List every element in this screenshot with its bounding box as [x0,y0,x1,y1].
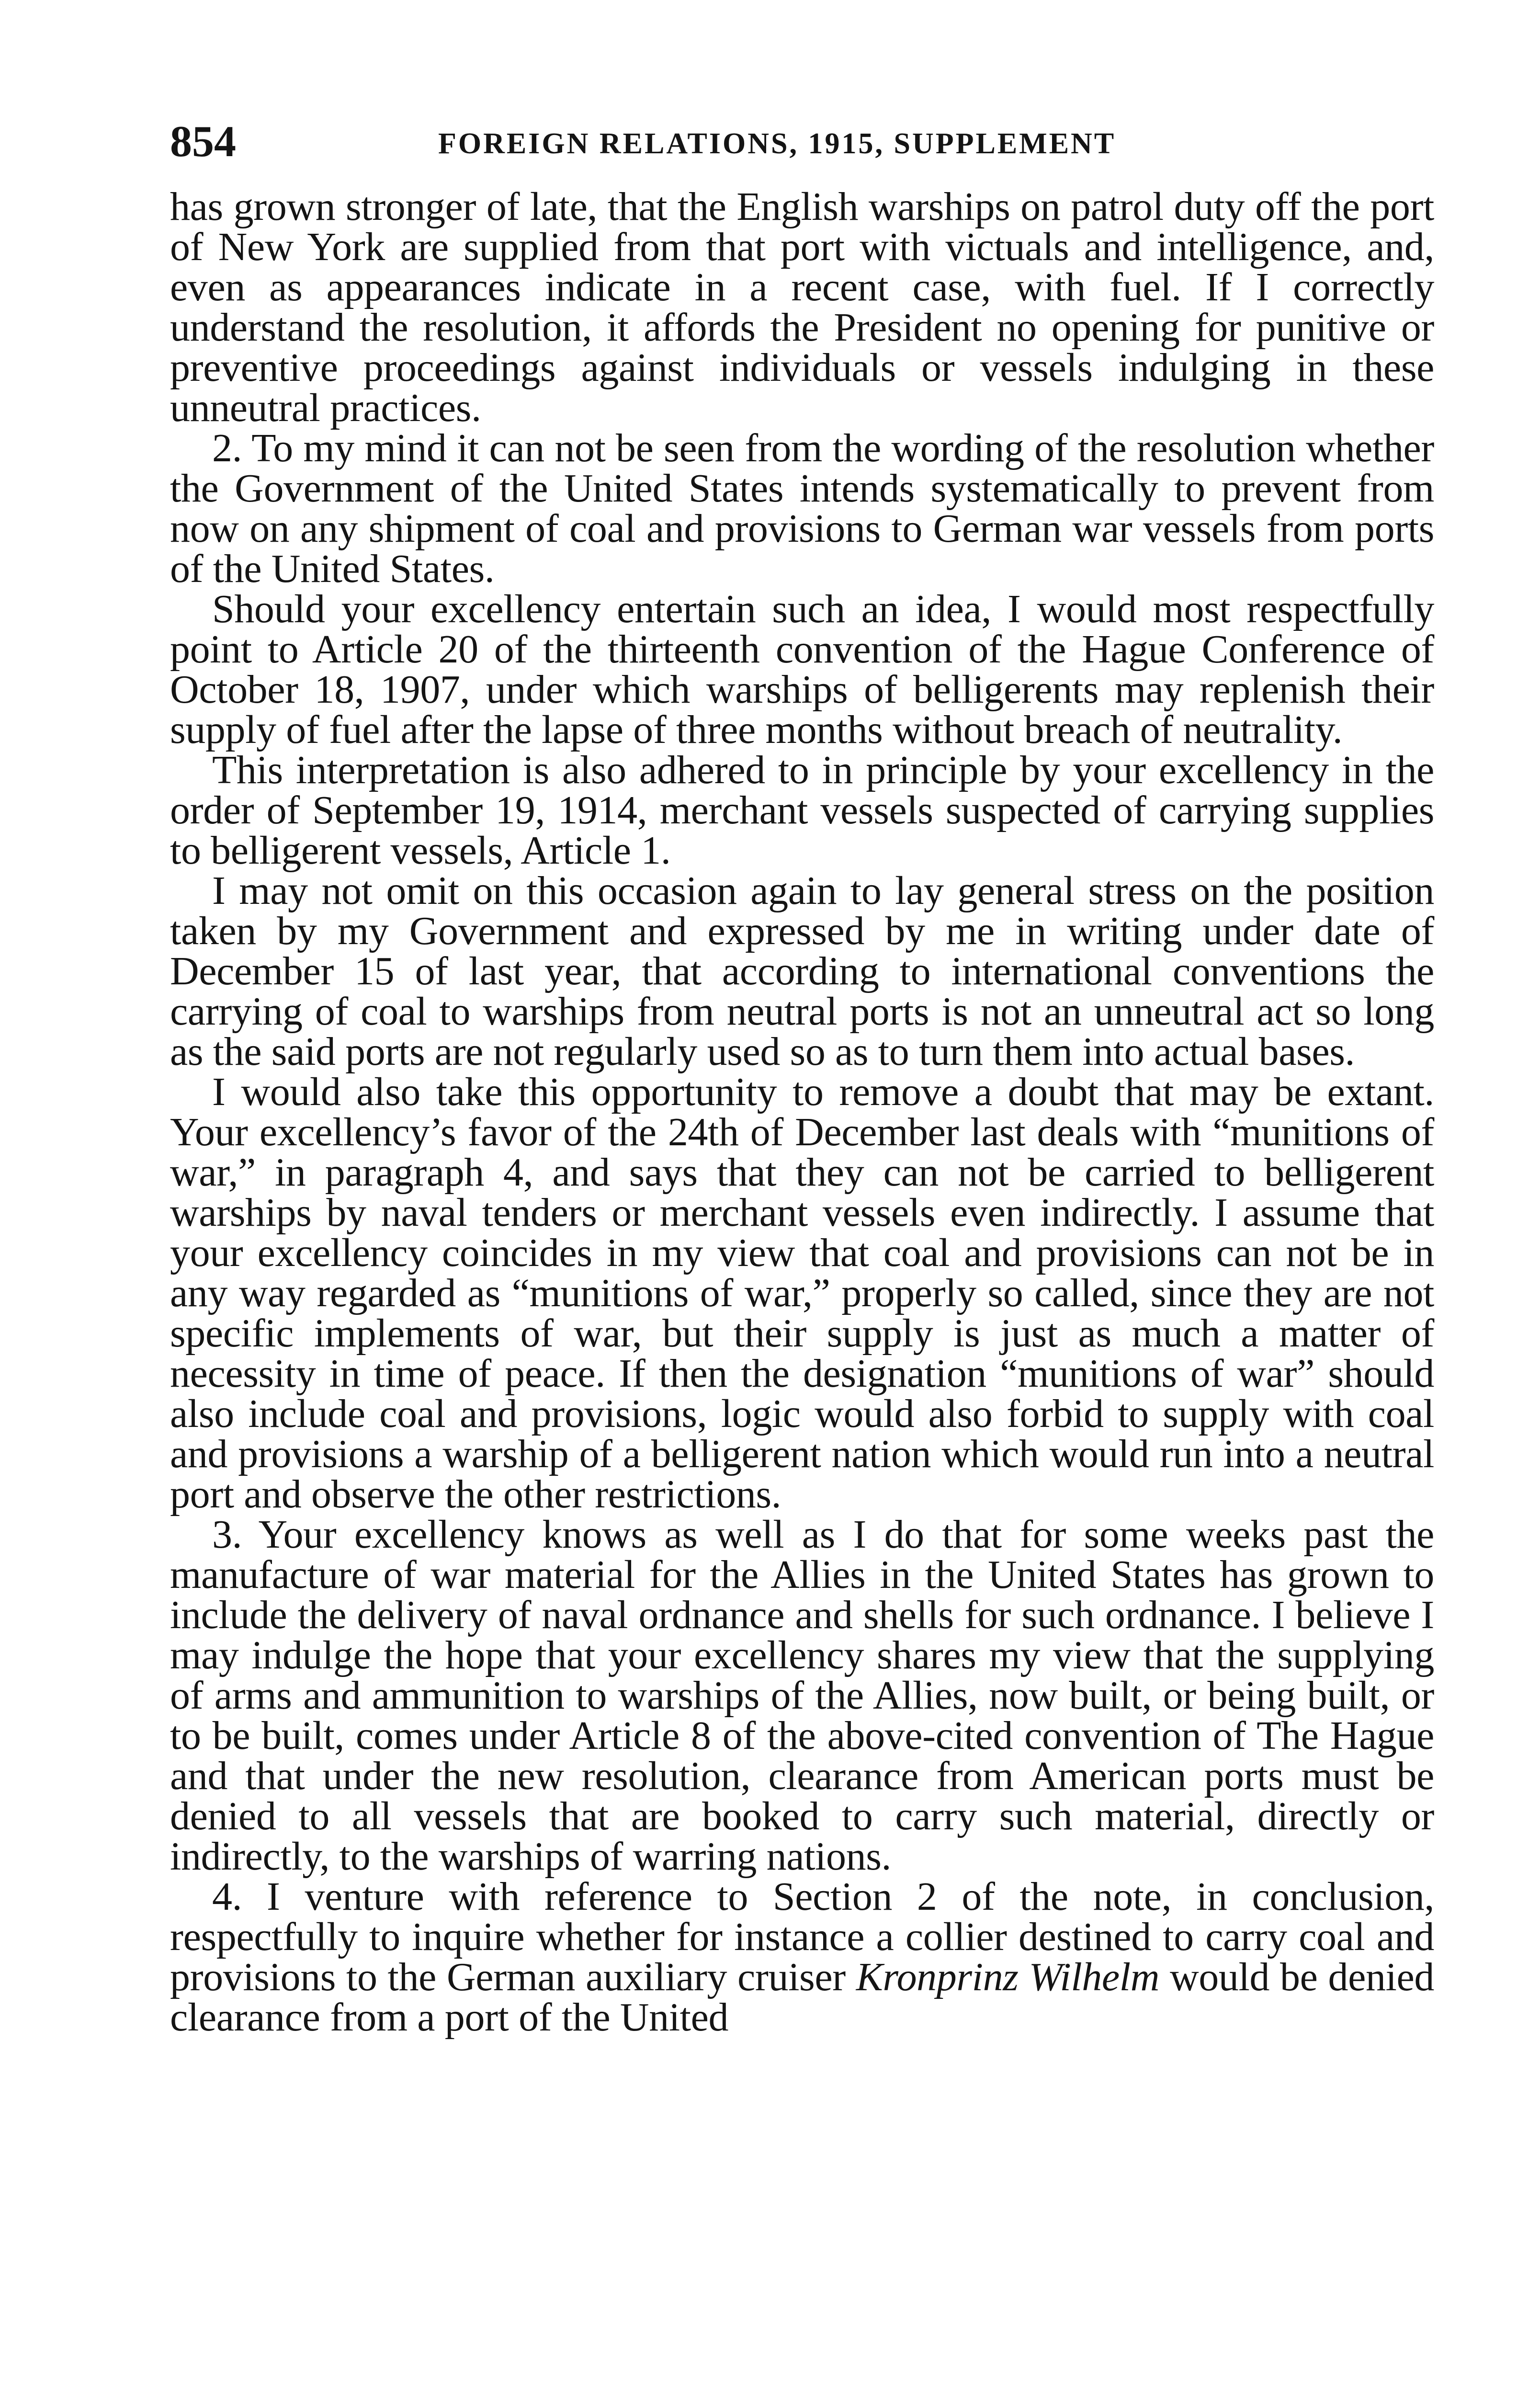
paragraph-4-end: would be denied clearance from a port of the United [170,1955,1434,2040]
body-text [170,184,1434,2040]
paragraph-2: 2. To my mind it can not be seen from the wording of the resolution whether the Government of the United States intends systematically to prevent from now on any shipment of coal and provisions to German war vessels from ports of the United States. [170,426,1434,591]
ship-name: Kronprinz Wilhelm [856,1955,1159,1999]
paragraph-general-stress: I may not omit on this occasion again to lay general stress on the position taken by my Government and expressed by me in writing under date of December 15 of last year, that according to international conventions the carrying of coal to warships from neutral ports is not an unneutral act so long as the said ports are not regularly used so as to turn them into actual bases. [170,868,1434,1074]
paragraph-4-start: 4. I venture with reference to Section 2 of the note, in conclusion, respectfully to inquire whether for instance a collier destined to carry coal and provisions to the German auxiliary cruiser [170,1874,1434,1999]
running-title: FOREIGN RELATIONS, 1915, SUPPLEMENT [438,127,1116,160]
paragraph-continued: has grown stronger of late, that the English warships on patrol duty off the port of New York are supplied from that port with victuals and intelligence, and, even as appearances indicate in a recent case, with fuel. If I correctly understand the resolution, it affords the President no opening for punitive or preventive proceedings against individuals or vessels indulging in these unneutral practices. [170,184,1434,430]
paragraph-article-20: Should your excellency entertain such an idea, I would most respectfully point to Article 20 of the thirteenth convention of the Hague Conference of October 18, 1907, under which warships of belligerents may replenish their supply of fuel after the lapse of three months without breach of neutrality. [170,587,1434,752]
paragraph-interpretation: This interpretation is also adhered to in principle by your excellency in the order of September 19, 1914, merchant vessels suspected of carrying supplies to belligerent vessels, Article 1. [170,748,1434,873]
paragraph-4 [170,1874,1434,2040]
document-page [170,115,1434,2038]
paragraph-munitions: I would also take this opportunity to remove a doubt that may be extant. Your excellency’s favor of the 24th of December last deals with “munitions of war,” in paragraph 4, and says that they can not be carried to belligerent warships by naval tenders or merchant vessels even indirectly. I assume that your excellency coincides in my view that coal and provisions can not be in any way regarded as “munitions of war,” properly so called, since they are not specific implements of war, but their supply is just as much a matter of necessity in time of peace. If then the designation “munitions of war” should also include coal and provisions, logic would also forbid to supply with coal and provisions a warship of a belligerent nation which would run into a neutral port and observe the other restrictions. [170,1070,1434,1517]
running-head [170,115,1434,168]
page-number: 854 [170,117,236,166]
paragraph-3: 3. Your excellency knows as well as I do that for some weeks past the manufacture of war material for the Allies in the United States has grown to include the delivery of naval ordnance and shells for such ordnance. I believe I may indulge the hope that your excellency shares my view that the supplying of arms and ammunition to warships of the Allies, now built, or being built, or to be built, comes under Article 8 of the above-cited convention of The Hague and that under the new resolution, clearance from American ports must be denied to all vessels that are booked to carry such material, directly or indirectly, to the warships of warring nations. [170,1512,1434,1879]
